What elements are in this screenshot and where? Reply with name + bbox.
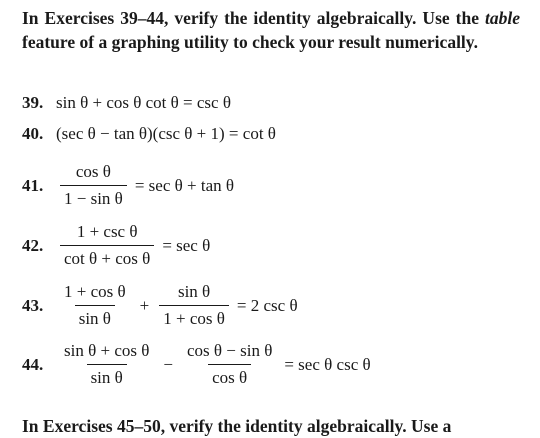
numerator: 1 + cos θ <box>64 282 126 301</box>
fraction-left <box>60 282 130 329</box>
numerator: sin θ + cos θ <box>64 341 150 360</box>
numerator: cos θ <box>75 162 111 181</box>
operator: − <box>163 354 173 374</box>
exercise-number: 43. <box>22 295 44 315</box>
exercise-number: 39. <box>22 93 44 112</box>
operator: + <box>139 295 150 315</box>
exercise-number: 40. <box>22 124 44 143</box>
fraction-right <box>183 341 276 388</box>
fraction <box>60 162 127 209</box>
identity-text: sin θ + cos θ cot θ = csc θ <box>56 93 231 112</box>
right-hand-side: = sec θ <box>162 235 211 255</box>
right-hand-side: = sec θ csc θ <box>284 354 371 374</box>
exercise-44 <box>22 341 371 388</box>
denominator: sin θ <box>75 305 115 329</box>
exercise-41 <box>22 162 234 209</box>
exercise-number: 42. <box>22 235 44 255</box>
right-hand-side: = sec θ + tan θ <box>134 175 235 195</box>
denominator: 1 + cos θ <box>159 305 229 329</box>
exercise-39 <box>22 93 231 113</box>
fraction <box>60 222 154 269</box>
numerator: 1 + csc θ <box>76 222 138 241</box>
fraction-left <box>60 341 153 388</box>
denominator: cot θ + cos θ <box>60 245 154 269</box>
instructions-text-part2: feature of a graphing utility to check your result numerically. <box>22 32 478 52</box>
next-exercise-instructions: In Exercises 45–50, verify the identity algebraically. Use a <box>22 416 452 436</box>
exercise-number: 44. <box>22 354 44 374</box>
numerator: sin θ <box>177 282 211 301</box>
fraction-right <box>159 282 229 329</box>
right-hand-side: = 2 csc θ <box>236 295 298 315</box>
denominator: cos θ <box>208 364 251 388</box>
exercise-instructions <box>22 6 520 54</box>
numerator: cos θ − sin θ <box>186 341 273 360</box>
exercise-43 <box>22 282 298 329</box>
identity-text: (sec θ − tan θ)(csc θ + 1) = cot θ <box>56 124 276 143</box>
denominator: sin θ <box>87 364 127 388</box>
exercise-42 <box>22 222 210 269</box>
denominator: 1 − sin θ <box>60 185 127 209</box>
instructions-emphasis: table <box>485 8 520 28</box>
exercise-40 <box>22 124 276 144</box>
exercise-number: 41. <box>22 175 44 195</box>
instructions-text-part1: In Exercises 39–44, verify the identity algebraically. Use the <box>22 8 485 28</box>
